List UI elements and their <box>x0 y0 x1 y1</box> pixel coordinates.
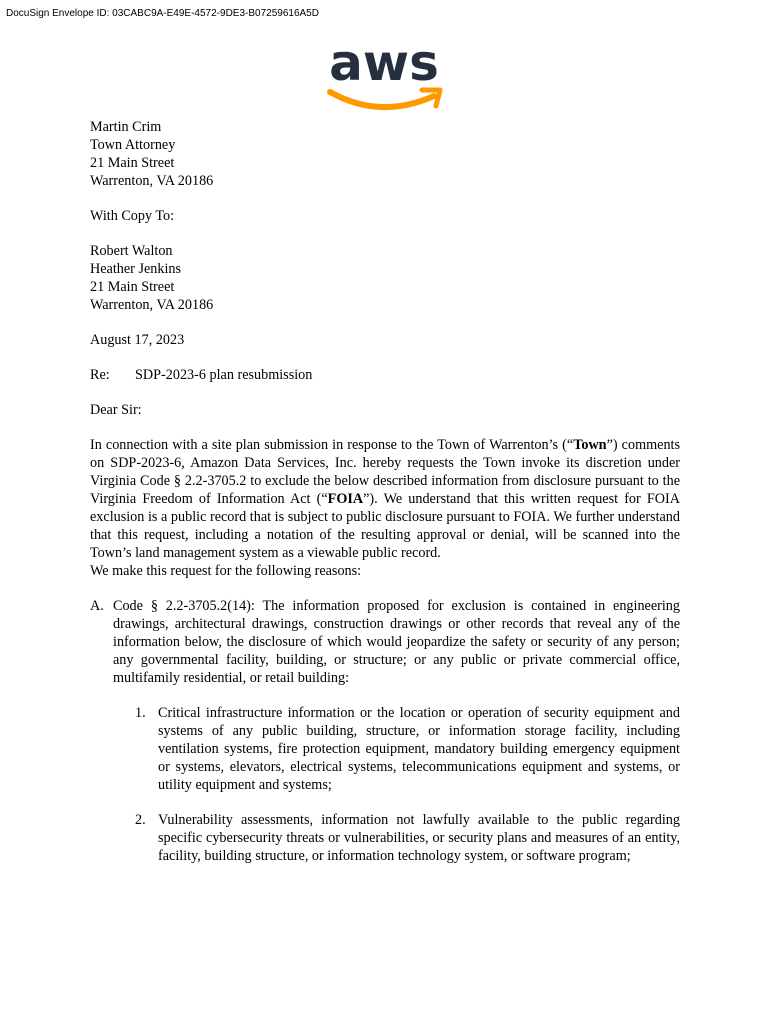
copy-to-address <box>90 242 680 314</box>
body-paragraph-1: In connection with a site plan submission in response to the Town of Warrenton’s (“Town”) comments on SDP-2023-6, Amazon Data Services, Inc. hereby requests the Town invoke its discretion under Virginia Code § 2.2-3705.2 to exclude the below described information from disclosure pursuant to the Virginia Freedom of Information Act (“FOIA”). We understand that this written request for FOIA exclusion is a public record that is subject to public disclosure pursuant to FOIA. We further understand that this request, including a notation of the resulting approval or denial, will be scanned into the Town’s land management system as a viewable public record. <box>90 437 680 561</box>
copy-to-label: With Copy To: <box>90 208 175 224</box>
re-subject: SDP-2023-6 plan resubmission <box>135 367 313 383</box>
list-marker: 2. <box>135 812 146 828</box>
copy-to-city: Warrenton, VA 20186 <box>90 297 214 313</box>
recipient-address <box>90 118 680 190</box>
list-item-a <box>90 597 680 687</box>
letter-body <box>90 118 680 882</box>
aws-logo-text: aws <box>329 36 439 92</box>
re-line <box>90 366 680 384</box>
sublist <box>135 704 680 865</box>
defined-term-town: Town <box>573 437 607 453</box>
list-item-text: Vulnerability assessments, information not lawfully available to the public regarding specific cybersecurity threats or vulnerabilities, or security plans and measures of an entity, facility, building structure, or information technology system, or software program; <box>158 812 680 864</box>
docusign-envelope-id: DocuSign Envelope ID: 03CABC9A-E49E-4572-9DE3-B07259616A5D <box>6 8 319 19</box>
aws-smile-icon <box>330 92 434 107</box>
copy-to-street: 21 Main Street <box>90 279 175 295</box>
letter-date: August 17, 2023 <box>90 332 185 348</box>
body-paragraph-2: We make this request for the following reasons: <box>90 563 362 579</box>
list-marker: A. <box>90 598 104 614</box>
copy-to-name-1: Robert Walton <box>90 243 173 259</box>
re-label: Re: <box>90 367 110 383</box>
salutation: Dear Sir: <box>90 402 142 418</box>
defined-term-foia: FOIA <box>327 491 364 507</box>
aws-logo <box>322 36 446 120</box>
recipient-street: 21 Main Street <box>90 155 175 171</box>
recipient-title: Town Attorney <box>90 137 176 153</box>
list-item-text: Critical infrastructure information or the location or operation of security equipment and systems of any public building, structure, or information storage facility, including ventilation systems, fire protection equipment, mandatory building emergency equipment or systems, elevators, electrical systems, telecommunications equipment and systems, or utility equipment and systems; <box>158 705 680 793</box>
list-item-text: Code § 2.2-3705.2(14): The information proposed for exclusion is contained in engineering drawings, architectural drawings, construction drawings or other records that reveal any of the information below, the disclosure of which would jeopardize the safety or security of any person; any governmental facility, building, or structure; or any public or private commercial office, multifamily residential, or retail building: <box>113 598 680 686</box>
recipient-name: Martin Crim <box>90 119 162 135</box>
recipient-city: Warrenton, VA 20186 <box>90 173 214 189</box>
list-marker: 1. <box>135 705 146 721</box>
list-item <box>135 811 680 865</box>
copy-to-name-2: Heather Jenkins <box>90 261 182 277</box>
list-item <box>135 704 680 794</box>
